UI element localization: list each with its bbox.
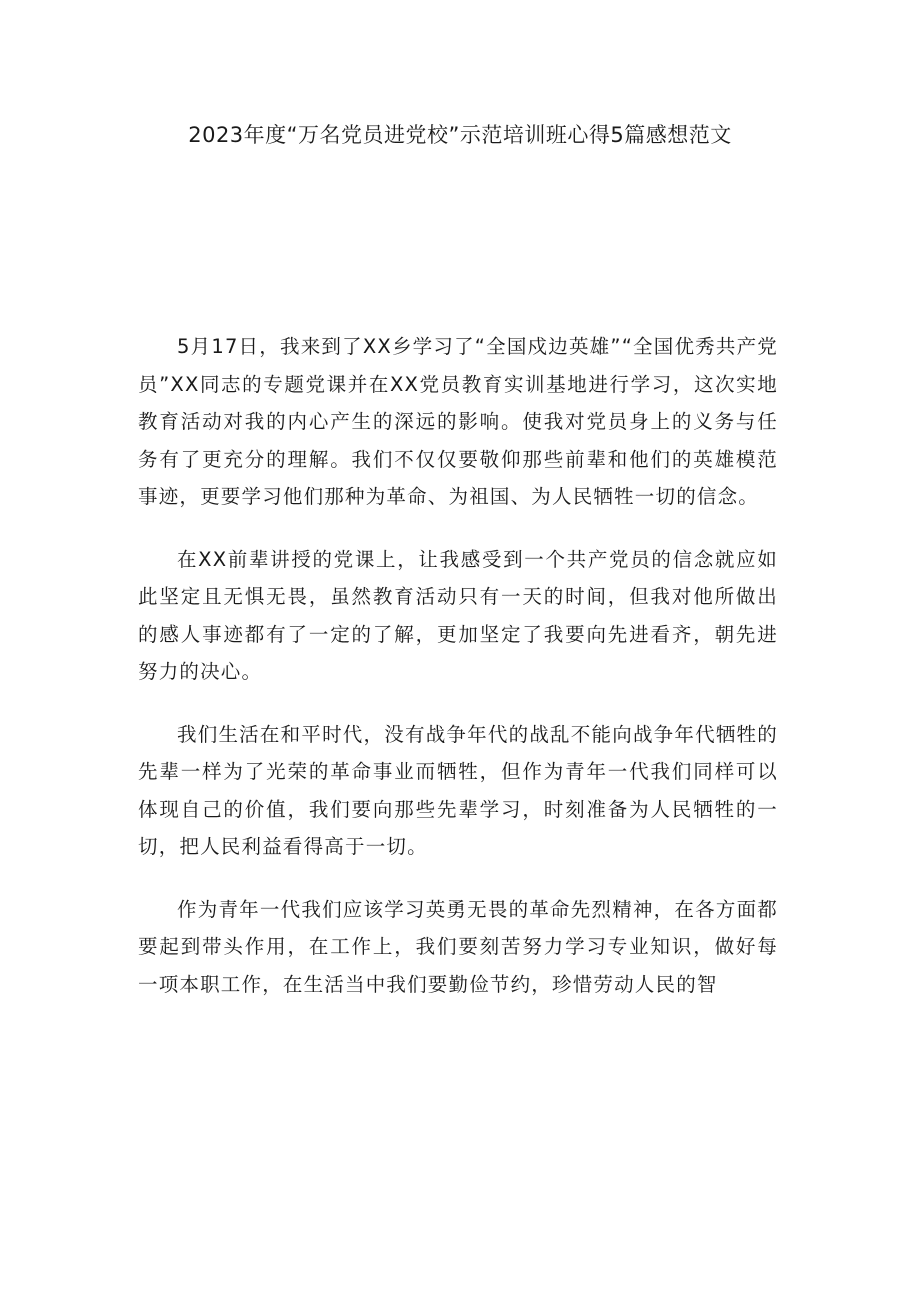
document-title: 2023年度“万名党员进党校”示范培训班心得5篇感想范文	[188, 123, 732, 147]
body-paragraph-3: 我们生活在和平时代，没有战争年代的战乱不能向战争年代牺牲的先辈一样为了光荣的革命事业而牺牲，但作为青年一代我们同样可以体现自己的价值，我们要向那些先辈学习，时刻准备为人民牺牲的一切，把人民利益看得高于一切。	[138, 722, 778, 858]
body-paragraph-2: 在XX前辈讲授的党课上，让我感受到一个共产党员的信念就应如此坚定且无惧无畏，虽然教育活动只有一天的时间，但我对他所做出的感人事迹都有了一定的了解，更加坚定了我要向先进看齐，朝先进努力的决心。	[138, 547, 778, 683]
body-paragraph-4: 作为青年一代我们应该学习英勇无畏的革命先烈精神，在各方面都要起到带头作用，在工作上，我们要刻苦努力学习专业知识，做好每一项本职工作，在生活当中我们要勤俭节约，珍惜劳动人民的智	[138, 897, 778, 996]
document-body	[138, 328, 778, 1028]
body-paragraph-1: 5月17日，我来到了XX乡学习了“全国戍边英雄”“全国优秀共产党员”XX同志的专题党课并在XX党员教育实训基地进行学习，这次实地教育活动对我的内心产生的深远的影响。使我对党员身上的义务与任务有了更充分的理解。我们不仅仅要敬仰那些前辈和他们的英雄模范事迹，更要学习他们那种为革命、为祖国、为人民牺牲一切的信念。	[138, 335, 778, 508]
